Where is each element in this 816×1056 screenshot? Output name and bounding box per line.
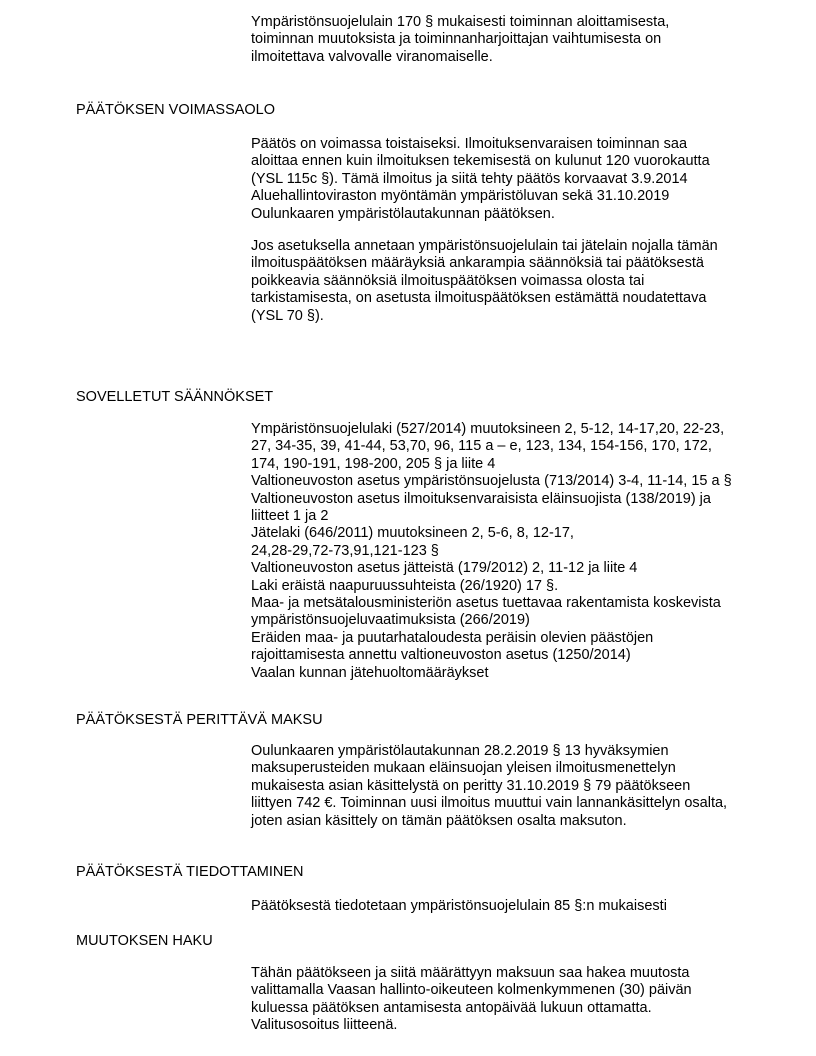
- text-line: rajoittamisesta annettu valtioneuvoston asetus (1250/2014): [251, 647, 631, 664]
- text-line: Oulunkaaren ympäristölautakunnan päätöksen.: [251, 205, 555, 222]
- text-line: 24,28-29,72-73,91,121-123 §: [251, 542, 439, 559]
- text-line: Ympäristönsuojelulaki (527/2014) muutoksineen 2, 5-12, 14-17,20, 22-23,: [251, 421, 725, 437]
- text-line: 27, 34-35, 39, 41-44, 53,70, 96, 115 a – e, 123, 134, 154-156, 170, 172,: [251, 438, 712, 455]
- text-line: liittyen 742 €. Toiminnan uusi ilmoitus muuttui vain lannankäsittelyn osalta,: [251, 795, 728, 812]
- text-line: kuluessa päätöksen antamisesta antopäivää lukuun ottamatta.: [251, 999, 652, 1016]
- text-line: toiminnan muutoksista ja toiminnanharjoittajan vaihtumisesta on: [251, 31, 662, 48]
- regulations-list: [251, 421, 791, 682]
- text-line: 174, 190-191, 198-200, 205 § ja liite 4: [251, 455, 496, 472]
- text-line: aloittaa ennen kuin ilmoituksen tekemisestä on kulunut 120 vuorokautta: [251, 153, 710, 170]
- text-line: mukaisesta asian käsittelystä on peritty 31.10.2019 § 79 päätökseen: [251, 777, 691, 794]
- text-line: Oulunkaaren ympäristölautakunnan 28.2.2019 § 13 hyväksymien: [251, 743, 669, 759]
- text-line: poikkeavia säännöksiä ilmoituspäätöksen voimassa olosta tai: [251, 272, 645, 289]
- text-line: Valtioneuvoston asetus ilmoituksenvaraisista eläinsuojista (138/2019) ja: [251, 490, 711, 507]
- text-line: maksuperusteiden mukaan eläinsuojan yleisen ilmoitusmenettelyn: [251, 760, 676, 777]
- validity-heading: PÄÄTÖKSEN VOIMASSAOLO: [76, 102, 276, 118]
- appeal-paragraph: [251, 965, 791, 1035]
- text-line: joten asian käsittely on tämän päätöksen osalta maksuton.: [251, 812, 627, 829]
- text-line: Valtioneuvoston asetus ympäristönsuojelusta (713/2014) 3-4, 11-14, 15 a §: [251, 473, 732, 490]
- text-line: ilmoitettava valvovalle viranomaiselle.: [251, 48, 493, 65]
- text-line: Aluehallintoviraston myöntämän ympäristöluvan sekä 31.10.2019: [251, 188, 670, 205]
- text-line: liitteet 1 ja 2: [251, 508, 329, 525]
- text-line: Eräiden maa- ja puutarhataloudesta peräisin olevien päästöjen: [251, 629, 654, 646]
- text-line: Maa- ja metsätalousministeriön asetus tuettavaa rakentamista koskevista: [251, 595, 721, 612]
- text-line: Päätös on voimassa toistaiseksi. Ilmoituksenvaraisen toiminnan saa: [251, 136, 688, 152]
- validity-paragraph-2: [251, 238, 791, 325]
- text-line: valittamalla Vaasan hallinto-oikeuteen kolmenkymmenen (30) päivän: [251, 982, 692, 999]
- text-line: Valtioneuvoston asetus jätteistä (179/2012) 2, 11-12 ja liite 4: [251, 560, 638, 577]
- text-line: Jos asetuksella annetaan ympäristönsuojelulain tai jätelain nojalla tämän: [251, 238, 718, 254]
- text-line: Laki eräistä naapuruussuhteista (26/1920) 17 §.: [251, 577, 559, 594]
- regulations-heading: SOVELLETUT SÄÄNNÖKSET: [76, 389, 274, 405]
- text-line: Vaalan kunnan jätehuoltomääräykset: [251, 664, 489, 681]
- text-line: Ympäristönsuojelulain 170 § mukaisesti toiminnan aloittamisesta,: [251, 14, 670, 30]
- notification-paragraph: [251, 898, 791, 915]
- text-line: Valitusosoitus liitteenä.: [251, 1017, 398, 1034]
- intro-paragraph: [251, 14, 791, 66]
- text-line: (YSL 115c §). Tämä ilmoitus ja siitä tehty päätös korvaavat 3.9.2014: [251, 170, 688, 187]
- text-line: ympäristönsuojeluvaatimuksista (266/2019): [251, 612, 530, 629]
- appeal-heading: MUUTOKSEN HAKU: [76, 933, 213, 949]
- fee-heading: PÄÄTÖKSESTÄ PERITTÄVÄ MAKSU: [76, 712, 323, 728]
- text-line: Tähän päätökseen ja siitä määrättyyn maksuun saa hakea muutosta: [251, 965, 690, 981]
- text-line: ilmoituspäätöksen määräyksiä ankarampia säännöksiä tai päätöksestä: [251, 255, 704, 272]
- text-line: Jätelaki (646/2011) muutoksineen 2, 5-6, 8, 12-17,: [251, 525, 574, 542]
- notification-heading: PÄÄTÖKSESTÄ TIEDOTTAMINEN: [76, 864, 304, 880]
- text-line: tarkistamisesta, on asetusta ilmoituspäätöksen estämättä noudatettava: [251, 290, 707, 307]
- validity-paragraph-1: [251, 136, 791, 223]
- text-line: Päätöksestä tiedotetaan ympäristönsuojelulain 85 §:n mukaisesti: [251, 898, 667, 914]
- fee-paragraph: [251, 743, 791, 830]
- text-line: (YSL 70 §).: [251, 307, 324, 324]
